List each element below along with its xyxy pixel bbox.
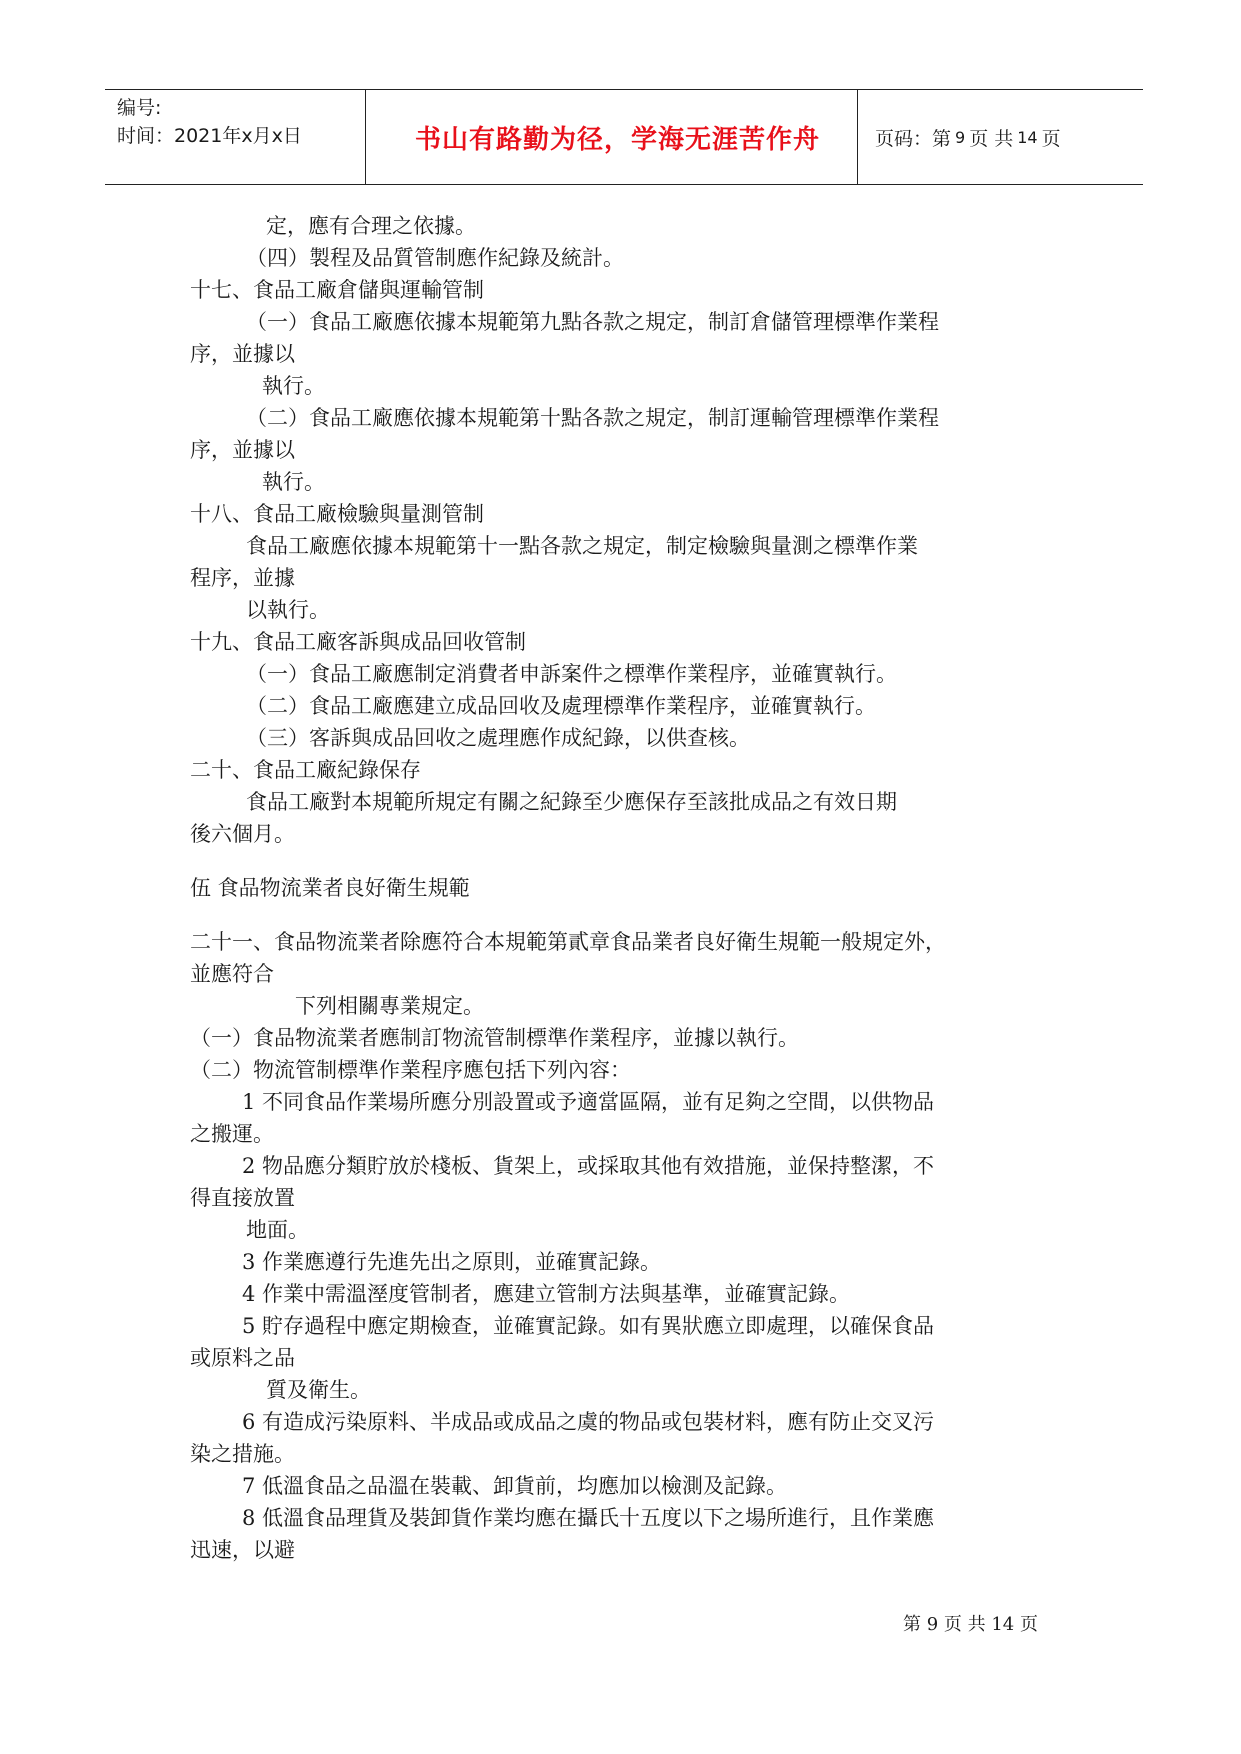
document-time: 时间：2021年x月x日 bbox=[117, 125, 302, 147]
text-line: 6 有造成污染原料、半成品或成品之虞的物品或包裝材料，應有防止交叉污 bbox=[242, 1410, 935, 1434]
page-footer: 第 9 页 共 14 页 bbox=[903, 1614, 1038, 1635]
header-divider bbox=[365, 90, 366, 184]
text-line: 5 貯存過程中應定期檢查，並確實記錄。如有異狀應立即處理，以確保食品 bbox=[242, 1314, 935, 1338]
text-line: （一）食品物流業者應制訂物流管制標準作業程序，並據以執行。 bbox=[190, 1026, 799, 1050]
text-line: 序，並據以 bbox=[190, 438, 295, 462]
text-line: 染之措施。 bbox=[190, 1442, 295, 1466]
text-line: 或原料之品 bbox=[190, 1346, 295, 1370]
text-line: （二）食品工廠應依據本規範第十點各款之規定，制訂運輸管理標準作業程 bbox=[246, 406, 939, 430]
text-line: 1 不同食品作業場所應分別設置或予適當區隔，並有足夠之空間，以供物品 bbox=[242, 1090, 935, 1114]
text-line: 8 低溫食品理貨及裝卸貨作業均應在攝氏十五度以下之場所進行，且作業應 bbox=[242, 1506, 935, 1530]
text-line: 迅速，以避 bbox=[190, 1538, 295, 1562]
page-number: 9 bbox=[955, 127, 966, 147]
section-heading: 二十一、食品物流業者除應符合本規範第貳章食品業者良好衛生規範一般規定外， bbox=[190, 930, 946, 954]
chapter-heading: 伍 食品物流業者良好衛生規範 bbox=[190, 876, 470, 900]
header-meta bbox=[117, 94, 302, 150]
text-line: 程序，並據 bbox=[190, 566, 295, 590]
text-line: 食品工廠對本規範所規定有關之紀錄至少應保存至該批成品之有效日期 bbox=[246, 790, 897, 814]
header-divider bbox=[857, 90, 858, 184]
text-line: 執行。 bbox=[262, 470, 325, 494]
section-heading: 十八、食品工廠檢驗與量測管制 bbox=[190, 502, 484, 526]
section-heading: 十九、食品工廠客訴與成品回收管制 bbox=[190, 630, 526, 654]
page-header bbox=[105, 89, 1143, 185]
text-line: 2 物品應分類貯放於棧板、貨架上，或採取其他有效措施，並保持整潔，不 bbox=[242, 1154, 935, 1178]
text-line: 質及衛生。 bbox=[266, 1378, 371, 1402]
page-suffix: 页 bbox=[1041, 127, 1061, 150]
text-line: （二）物流管制標準作業程序應包括下列內容： bbox=[190, 1058, 631, 1082]
text-line: 7 低溫食品之品溫在裝載、卸貨前，均應加以檢測及記錄。 bbox=[242, 1474, 788, 1498]
text-line: 後六個月。 bbox=[190, 822, 295, 846]
page-mid: 页 共 bbox=[969, 127, 1014, 150]
section-heading: 二十、食品工廠紀錄保存 bbox=[190, 758, 421, 782]
text-line: 食品工廠應依據本規範第十一點各款之規定，制定檢驗與量測之標準作業 bbox=[246, 534, 918, 558]
text-line: 以執行。 bbox=[246, 598, 330, 622]
page-total: 14 bbox=[1017, 127, 1038, 147]
text-line: （二）食品工廠應建立成品回收及處理標準作業程序，並確實執行。 bbox=[246, 694, 876, 718]
text-line: 3 作業應遵行先進先出之原則，並確實記錄。 bbox=[242, 1250, 662, 1274]
text-line: 並應符合 bbox=[190, 962, 274, 986]
text-line: 地面。 bbox=[246, 1218, 309, 1242]
text-line: 得直接放置 bbox=[190, 1186, 295, 1210]
text-line: （四）製程及品質管制應作紀錄及統計。 bbox=[246, 246, 624, 270]
header-page-info bbox=[875, 90, 1061, 184]
text-line: 下列相關專業規定。 bbox=[295, 994, 484, 1018]
text-line: 執行。 bbox=[262, 374, 325, 398]
text-line: （一）食品工廠應依據本規範第九點各款之規定，制訂倉儲管理標準作業程 bbox=[246, 310, 939, 334]
document-body bbox=[190, 210, 1060, 1566]
text-line: 定，應有合理之依據。 bbox=[266, 214, 476, 238]
document-number-label: 编号: bbox=[117, 97, 162, 119]
header-motto: 书山有路勤为径，学海无涯苦作舟 bbox=[414, 124, 820, 155]
text-line: （一）食品工廠應制定消費者申訴案件之標準作業程序，並確實執行。 bbox=[246, 662, 897, 686]
text-line: 之搬運。 bbox=[190, 1122, 274, 1146]
section-heading: 十七、食品工廠倉儲與運輸管制 bbox=[190, 278, 484, 302]
text-line: 4 作業中需溫溼度管制者，應建立管制方法與基準，並確實記錄。 bbox=[242, 1282, 851, 1306]
page-prefix: 页码：第 bbox=[875, 127, 952, 150]
text-line: （三）客訴與成品回收之處理應作成紀錄，以供查核。 bbox=[246, 726, 750, 750]
text-line: 序，並據以 bbox=[190, 342, 295, 366]
